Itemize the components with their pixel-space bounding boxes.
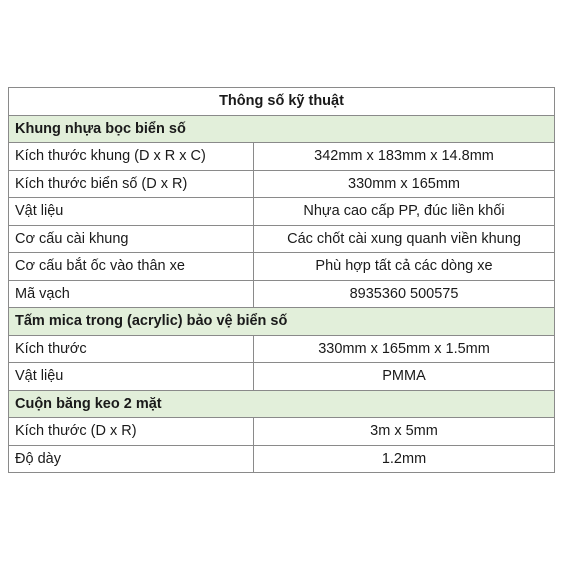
spec-table <box>8 87 555 473</box>
table-row <box>9 280 555 308</box>
table-row <box>9 253 555 281</box>
table-row <box>9 170 555 198</box>
table-row <box>9 335 555 363</box>
spec-label: Mã vạch <box>9 280 254 308</box>
spec-label: Độ dày <box>9 445 254 473</box>
section-header-row <box>9 308 555 336</box>
spec-value: 330mm x 165mm <box>254 170 555 198</box>
spec-label: Kích thước biển số (D x R) <box>9 170 254 198</box>
table-row <box>9 418 555 446</box>
spec-value: Các chốt cài xung quanh viền khung <box>254 225 555 253</box>
table-row <box>9 143 555 171</box>
spec-label: Cơ cấu cài khung <box>9 225 254 253</box>
spec-value: 342mm x 183mm x 14.8mm <box>254 143 555 171</box>
spec-label: Kích thước <box>9 335 254 363</box>
table-row <box>9 445 555 473</box>
table-title-row <box>9 88 555 116</box>
spec-value: Phù hợp tất cả các dòng xe <box>254 253 555 281</box>
spec-value: Nhựa cao cấp PP, đúc liền khối <box>254 198 555 226</box>
spec-value: PMMA <box>254 363 555 391</box>
spec-label: Vật liệu <box>9 198 254 226</box>
table-row <box>9 225 555 253</box>
spec-label: Kích thước khung (D x R x C) <box>9 143 254 171</box>
spec-label: Cơ cấu bắt ốc vào thân xe <box>9 253 254 281</box>
spec-value: 3m x 5mm <box>254 418 555 446</box>
spec-label: Kích thước (D x R) <box>9 418 254 446</box>
table-row <box>9 363 555 391</box>
spec-value: 330mm x 165mm x 1.5mm <box>254 335 555 363</box>
section-header-row <box>9 115 555 143</box>
section-heading: Khung nhựa bọc biển số <box>9 115 555 143</box>
spec-value: 1.2mm <box>254 445 555 473</box>
table-row <box>9 198 555 226</box>
section-heading: Tấm mica trong (acrylic) bảo vệ biển số <box>9 308 555 336</box>
table-title: Thông số kỹ thuật <box>9 88 555 116</box>
section-heading: Cuộn băng keo 2 mặt <box>9 390 555 418</box>
section-header-row <box>9 390 555 418</box>
spec-value: 8935360 500575 <box>254 280 555 308</box>
spec-label: Vật liệu <box>9 363 254 391</box>
